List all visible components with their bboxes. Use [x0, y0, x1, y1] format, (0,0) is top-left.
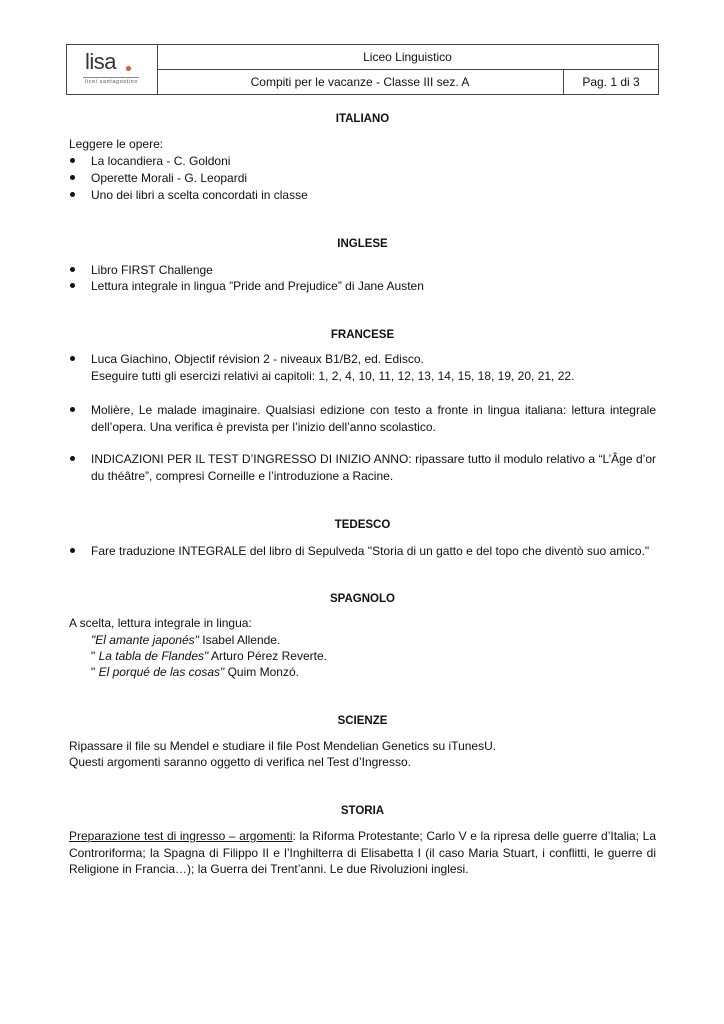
bullet-icon	[70, 283, 75, 288]
bullet-icon	[70, 175, 75, 180]
storia-paragraph	[69, 828, 656, 878]
scienze-line-1: Ripassare il file su Mendel e studiare il file Post Mendelian Genetics su iTunesU.	[69, 739, 497, 753]
bullet-icon	[70, 192, 75, 197]
book-author: Arturo Pérez Reverte.	[208, 649, 327, 663]
book-title: El porqué de las cosas"	[98, 665, 225, 679]
book-prefix: "	[91, 665, 99, 679]
list-item-text: Lettura integrale in lingua ”Pride and Prejudice” di Jane Austen	[91, 279, 424, 293]
section-title-storia: STORIA	[340, 805, 385, 817]
section-title-inglese: INGLESE	[337, 238, 388, 250]
list-item-text: Luca Giachino, Objectif révision 2 - niveaux B1/B2, ed. Edisco.	[91, 352, 424, 366]
header-subtitle: Compiti per le vacanze - Classe III sez. A	[157, 70, 564, 94]
storia-body: : la Riforma Protestante; Carlo V e la ripresa delle guerre d’Italia; La Controriforma; la Spagna di Filippo II e l’Inghilterra di Elisabetta I (il caso Maria Stuart, i conflitti, le guerre di Religione in Francia…); la Guerra dei Trent’anni. Le due Rivoluzioni inglesi.	[69, 829, 657, 876]
bullet-icon	[70, 356, 75, 361]
bullet-icon	[70, 158, 75, 163]
spagnolo-intro: A scelta, lettura integrale in lingua:	[69, 616, 252, 630]
list-item-text: Molière, Le malade imaginaire. Qualsiasi edizione con testo a fronte in lingua italiana: lettura integrale dell’opera. Una verifica è prevista per l’inizio dell’anno scolastico.	[91, 403, 656, 434]
section-title-italiano: ITALIANO	[335, 113, 390, 125]
logo-cell	[67, 45, 158, 94]
bullet-icon	[70, 456, 75, 461]
page-number: Pag. 1 di 3	[582, 75, 640, 89]
book-author: Isabel Allende.	[198, 633, 281, 647]
bullet-icon	[70, 548, 75, 553]
list-item	[91, 632, 280, 649]
list-item-text: Fare traduzione INTEGRALE del libro di Sepulveda "Storia di un gatto e del topo che diventò suo amico."	[91, 544, 650, 558]
logo-dot-icon	[126, 66, 131, 71]
book-author: Quim Monzó.	[224, 665, 299, 679]
bullet-icon	[70, 407, 75, 412]
book-title: "El amante japonés"	[91, 633, 199, 647]
bullet-icon	[70, 267, 75, 272]
list-item-text: Libro FIRST Challenge	[91, 263, 213, 277]
scienze-line-2: Questi argomenti saranno oggetto di verifica nel Test d’Ingresso.	[69, 755, 411, 769]
book-title: La tabla de Flandes"	[98, 649, 209, 663]
list-item-text: Uno dei libri a scelta concordati in classe	[91, 188, 308, 202]
francese-exercises-line: Eseguire tutti gli esercizi relativi ai capitoli: 1, 2, 4, 10, 11, 12, 13, 14, 15, 18, 19, 20, 21, 22.	[91, 369, 575, 383]
school-logo	[81, 51, 147, 89]
list-item	[91, 664, 299, 681]
list-item-text: La locandiera - C. Goldoni	[91, 154, 231, 168]
list-item-text: Operette Morali - G. Leopardi	[91, 171, 248, 185]
header-title: Liceo Linguistico	[157, 45, 658, 70]
section-title-tedesco: TEDESCO	[334, 519, 391, 531]
storia-lead: Preparazione test di ingresso – argomenti	[69, 829, 293, 843]
section-title-francese: FRANCESE	[330, 329, 395, 341]
document-header	[66, 44, 659, 95]
logo-wordmark: lisa	[85, 49, 117, 74]
section-title-spagnolo: SPAGNOLO	[330, 593, 395, 605]
list-item	[91, 648, 327, 665]
list-item-text: INDICAZIONI PER IL TEST D’INGRESSO DI INIZIO ANNO: ripassare tutto il modulo relativo a “L’Âge d’or du théâtre”, compresi Corneille e l’introduzione a Racine.	[91, 452, 656, 483]
italiano-intro: Leggere le opere:	[69, 137, 164, 151]
book-prefix: "	[91, 649, 99, 663]
logo-tagline: licei santagostino	[85, 79, 138, 85]
section-title-scienze: SCIENZE	[337, 715, 388, 727]
